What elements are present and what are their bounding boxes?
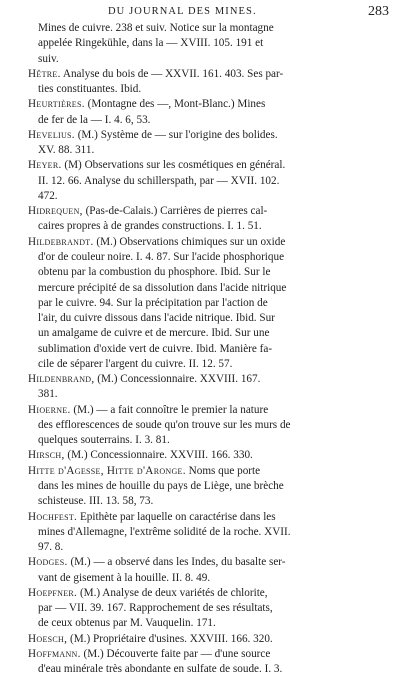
entry-text: (M.) — a observé dans les Indes, du basalte ser- <box>67 556 286 569</box>
index-entries <box>28 21 395 677</box>
entry-text: ties constituantes. Ibid. <box>38 83 142 96</box>
entry-headword: Hochfest. <box>28 510 78 523</box>
entry-text: XV. 88. 311. <box>38 144 95 157</box>
entry-text: suiv. <box>38 52 59 65</box>
entry-text: cile de séparer l'argent du cuivre. II. 12. 57. <box>38 357 233 370</box>
entry-text: d'eau minérale très abondante en sulfate de soude. I. 3. <box>38 663 283 676</box>
entry-headword: Hirsch, <box>28 449 65 462</box>
entry-text: (M.) Propriétaire d'usines. XXVIII. 166. 320. <box>67 632 273 645</box>
index-continuation-line <box>28 616 395 631</box>
entry-text: dans les mines de houille du pays de Liège, une brèche <box>38 479 284 492</box>
entry-headword: Hidrequen, <box>28 205 83 218</box>
index-continuation-line <box>28 281 395 296</box>
index-continuation-line <box>28 525 395 540</box>
entry-text: (M.) Découverte faite par — d'une source <box>80 647 271 660</box>
index-continuation-line <box>28 143 395 158</box>
index-continuation-line <box>28 174 395 189</box>
index-continuation-line <box>28 433 395 448</box>
entry-text: (M.) Concessionnaire. XXVIII. 167. <box>94 373 261 386</box>
index-entry-line <box>28 555 395 570</box>
entry-text: Analyse du bois de — XXVII. 161. 403. Ses par- <box>60 67 284 80</box>
index-continuation-line <box>28 662 395 677</box>
index-entry-line <box>28 632 395 647</box>
entry-headword: Hildebrandt. <box>28 235 94 248</box>
index-continuation-line <box>28 342 395 357</box>
entry-text: 381. <box>38 388 58 401</box>
entry-headword: Heyer. <box>28 159 62 172</box>
entry-text: Epithète par laquelle on caractérise dans les <box>77 510 276 523</box>
entry-text: appelée Ringekühle, dans la — XVIII. 105. 191 et <box>38 37 264 50</box>
index-continuation-line <box>28 571 395 586</box>
index-continuation-line <box>28 189 395 204</box>
entry-text: quelques souterrains. I. 3. 81. <box>38 434 170 447</box>
entry-headword: Hêtre. <box>28 67 61 80</box>
entry-headword: Hitte d'Agesse, Hitte d'Aronge. <box>28 464 186 477</box>
index-entry-line <box>28 235 395 250</box>
entry-text: schisteuse. III. 13. 58, 73. <box>38 495 154 508</box>
entry-text: par — VII. 39. 167. Rapprochement de ses résultats, <box>38 602 273 615</box>
index-entry-line <box>28 448 395 463</box>
index-continuation-line <box>28 494 395 509</box>
entry-headword: Hoffmann. <box>28 647 81 660</box>
entry-text: Mines de cuivre. 238 et suiv. Notice sur la montagne <box>38 22 274 34</box>
index-entry-line <box>28 97 395 112</box>
index-continuation-line <box>28 52 395 67</box>
index-continuation-line <box>28 540 395 555</box>
entry-headword: Hevelius. <box>28 128 75 141</box>
entry-text: mercure précipité de sa dissolution dans l'acide nitrique <box>38 281 287 294</box>
index-continuation-line <box>28 113 395 128</box>
index-continuation-line <box>28 601 395 616</box>
entry-text: 97. 8. <box>38 541 64 554</box>
page-number: 283 <box>368 4 389 19</box>
entry-text: un amalgame de cuivre et de mercure. Ibid. Sur une <box>38 327 270 340</box>
entry-text: Noms que porte <box>185 464 261 477</box>
index-entry-line <box>28 67 395 82</box>
index-continuation-line <box>28 82 395 97</box>
entry-text: des efflorescences de soude qu'on trouve sur les murs de <box>38 418 291 431</box>
index-continuation-line <box>28 357 395 372</box>
running-head: DU JOURNAL DES MINES. <box>108 6 257 17</box>
entry-text: 472. <box>38 189 58 202</box>
entry-headword: Hoepfner. <box>28 586 78 599</box>
entry-text: (M.) — a fait connoître le premier la nature <box>70 403 269 416</box>
entry-text: mines d'Allemagne, l'extrême solidité de la roche. XVII. <box>38 525 291 538</box>
index-entry-line <box>28 647 395 662</box>
entry-text: caires propres à de grandes constructions. I. 1. 51. <box>38 220 262 233</box>
entry-headword: Hodges. <box>28 556 68 569</box>
index-entry-line <box>28 586 395 601</box>
index-entry-line <box>28 204 395 219</box>
entry-text: l'air, du cuivre dissous dans l'acide nitrique. Ibid. Sur <box>38 312 275 325</box>
index-continuation-line <box>28 296 395 311</box>
entry-text: sublimation d'oxide vert de cuivre. Ibid. Manière fa- <box>38 342 273 355</box>
index-continuation-line <box>28 326 395 341</box>
entry-text: de fer de la — I. 4. 6, 53. <box>38 113 151 126</box>
index-entry-line <box>28 403 395 418</box>
entry-text: vant de gisement à la houille. II. 8. 49. <box>38 571 211 584</box>
entry-text: de ceux obtenus par M. Vauquelin. 171. <box>38 617 216 630</box>
index-continuation-line <box>28 219 395 234</box>
entry-text: obtenu par la combustion du phosphore. Ibid. Sur le <box>38 266 271 279</box>
entry-headword: Hoesch, <box>28 632 68 645</box>
entry-text: (M.) Analyse de deux variétés de chlorite, <box>77 586 268 599</box>
entry-text: (Pas-de-Calais.) Carrières de pierres cal- <box>82 205 268 218</box>
index-continuation-line <box>28 479 395 494</box>
index-continuation-line <box>28 36 395 51</box>
index-continuation-line <box>28 265 395 280</box>
entry-headword: Hioerne. <box>28 403 71 416</box>
entry-text: II. 12. 66. Analyse du schillerspath, par — XVII. 102. <box>38 174 280 187</box>
index-continuation-line <box>28 21 395 36</box>
page-header <box>28 4 395 22</box>
index-continuation-line <box>28 311 395 326</box>
entry-text: par le cuivre. 94. Sur la précipitation par l'action de <box>38 296 268 309</box>
index-continuation-line <box>28 250 395 265</box>
index-entry-line <box>28 128 395 143</box>
entry-text: (Montagne des —, Mont-Blanc.) Mines <box>84 98 266 111</box>
index-continuation-line <box>28 387 395 402</box>
entry-text: d'or de couleur noire. I. 4. 87. Sur l'acide phosphorique <box>38 250 285 263</box>
index-entry-line <box>28 510 395 525</box>
index-entry-line <box>28 464 395 479</box>
entry-text: (M) Observations sur les cosmétiques en général. <box>61 159 286 172</box>
entry-headword: Heurtières. <box>28 98 85 111</box>
entry-text: (M.) Système de — sur l'origine des bolides. <box>74 128 278 141</box>
entry-headword: Hildenbrand, <box>28 373 95 386</box>
entry-text: (M.) Concessionnaire. XXVIII. 166. 330. <box>64 449 253 462</box>
index-entry-line <box>28 372 395 387</box>
index-entry-line <box>28 158 395 173</box>
entry-text: (M.) Observations chimiques sur un oxide <box>93 235 286 248</box>
index-continuation-line <box>28 418 395 433</box>
